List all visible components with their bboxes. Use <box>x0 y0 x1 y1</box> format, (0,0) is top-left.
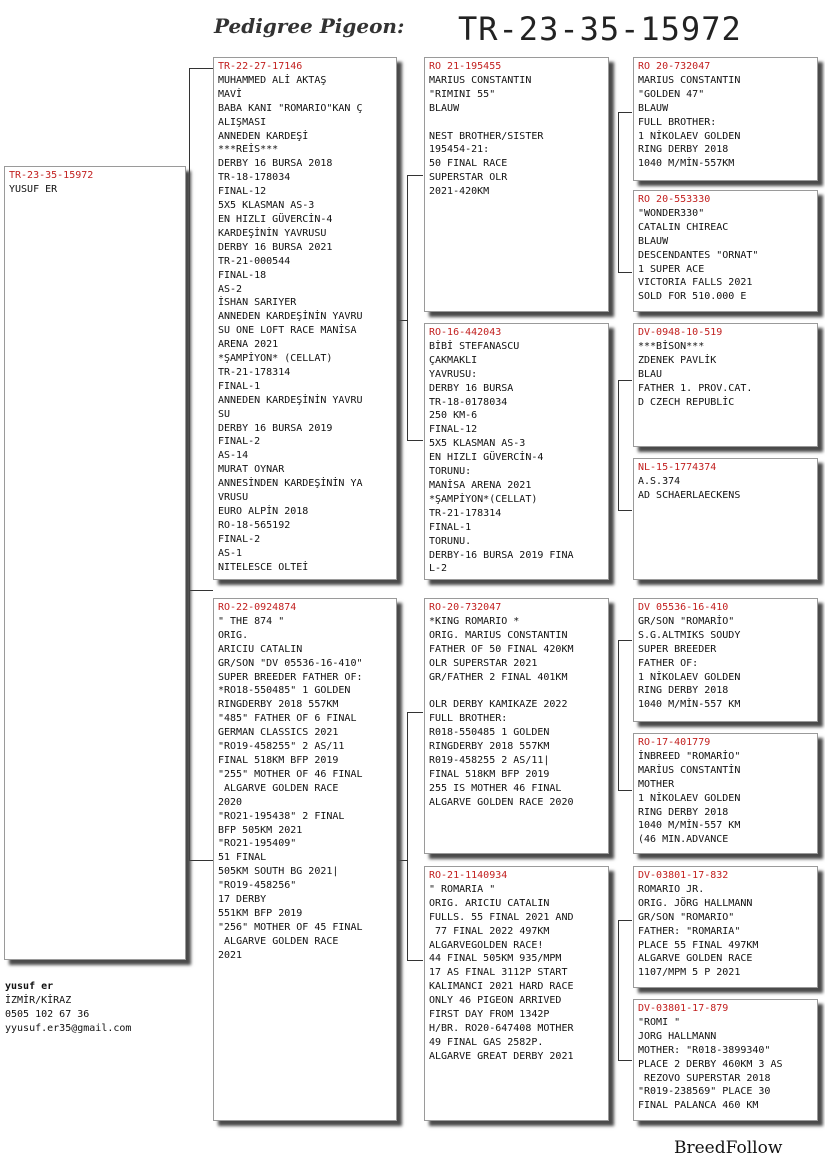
pedigree-title-label: Pedigree Pigeon: <box>214 14 405 38</box>
owner-name: yusuf er <box>5 981 54 992</box>
sire-dam-box[interactable] <box>424 323 609 580</box>
ring-number: RO-22-0924874 <box>218 602 297 613</box>
connector-line <box>189 590 213 591</box>
ring-number: DV 05536-16-410 <box>638 602 729 613</box>
connector-line <box>407 712 423 713</box>
connector-line <box>398 860 407 861</box>
owner-phone: 0505 102 67 36 <box>5 1008 90 1020</box>
connector-line <box>407 175 423 176</box>
dam-dam-sire-box[interactable] <box>633 866 818 988</box>
dam-dam-dam-box[interactable] <box>633 999 818 1121</box>
connector-line <box>618 920 619 1060</box>
ring-number: RO 20-732047 <box>638 61 711 72</box>
ring-number: RO-20-732047 <box>429 602 502 613</box>
ring-number: NL-15-1774374 <box>638 462 717 473</box>
connector-line <box>618 112 632 113</box>
pigeon-details: ROMARIO JR. ORIG. JÖRG HALLMANN GR/SON "ROMARIO" FATHER: "ROMARIA" PLACE 55 FINAL 497KM ALGARVE GOLDEN RACE 1107/MPM 5 P 2021 <box>638 883 759 979</box>
pigeon-details: İNBREED "ROMARİO" MARİUS CONSTANTİN MOTHER 1 NİKOLAEV GOLDEN RING DERBY 2018 1040 M/MİN-557 KM (46 MIN.ADVANCE <box>638 750 741 846</box>
connector-line <box>189 68 213 69</box>
sire-dam-dam-box[interactable] <box>633 458 818 580</box>
connector-line <box>618 380 619 510</box>
connector-line <box>407 175 408 440</box>
sire-dam-sire-box[interactable] <box>633 323 818 447</box>
connector-line <box>618 510 632 511</box>
connector-line <box>618 1060 632 1061</box>
dam-sire-box[interactable] <box>424 598 609 854</box>
dam-box[interactable] <box>213 598 397 1121</box>
pigeon-details: " THE 874 " ORIG. ARICIU CATALIN GR/SON "DV 05536-16-410" SUPER BREEDER FATHER OF: *RO18-550485" 1 GOLDEN RINGDERBY 2018 557KM "485" FATHER OF 6 FINAL GERMAN CLASSICS 2021 "RO19-458255" 2 AS/11 FINAL 518KM BFP 2019 "255" MOTHER OF 46 FINAL ALGARVE GOLDEN RACE 2020 "RO21-195438" 2 FINAL BFP 505KM 2021 "RO21-195409" 51 FINAL 505KM SOUTH BG 2021| "RO19-458256" 17 DERBY 551KM BFP 2019 "256" MOTHER OF 45 FINAL ALGARVE GOLDEN RACE 2021 <box>218 615 363 961</box>
pigeon-details: BİBİ STEFANASCU ÇAKMAKLI YAVRUSU: DERBY 16 BURSA TR-18-0178034 250 KM-6 FINAL-12 5X5 KLASMAN AS-3 EN HIZLI GÜVERCİN-4 TORUNU: MANİSA ARENA 2021 *ŞAMPİYON*(CELLAT) TR-21-178314 FINAL-1 TORUNU. DERBY-16 BURSA 2019 FINA L-2 <box>429 340 574 575</box>
pigeon-details: "WONDER330" CATALIN CHIREAC BLAUW DESCENDANTES "ORNAT" 1 SUPER ACE VICTORIA FALLS 2021 SOLD FOR 510.000 E <box>638 207 759 303</box>
ring-number: RO-21-1140934 <box>429 870 508 881</box>
owner-email[interactable]: yyusuf.er35@gmail.com <box>5 1022 132 1034</box>
connector-line <box>618 920 632 921</box>
sire-box[interactable] <box>213 57 397 580</box>
connector-line <box>189 68 190 591</box>
pigeon-details: ***BİSON*** ZDENEK PAVLİK BLAU FATHER 1. PROV.CAT. D CZECH REPUBLİC <box>638 340 753 408</box>
dam-sire-sire-box[interactable] <box>633 598 818 722</box>
ring-number: TR-22-27-17146 <box>218 61 303 72</box>
sire-sire-box[interactable] <box>424 57 609 312</box>
connector-line <box>618 380 632 381</box>
sire-sire-sire-box[interactable] <box>633 57 818 181</box>
connector-line <box>189 591 190 861</box>
owner-city: İZMİR/KİRAZ <box>5 994 72 1006</box>
pigeon-details: YUSUF ER <box>9 183 58 195</box>
brand-footer: BreedFollow <box>674 1138 783 1158</box>
dam-sire-dam-box[interactable] <box>633 733 818 854</box>
pigeon-details: GR/SON "ROMARİO" S.G.ALTMIKS SOUDY SUPER BREEDER FATHER OF: 1 NİKOLAEV GOLDEN RING DERBY 2018 1040 M/MİN-557 KM <box>638 615 741 711</box>
ring-number: RO-17-401779 <box>638 737 711 748</box>
ring-number: DV-03801-17-879 <box>638 1003 729 1014</box>
ring-number: DV-03801-17-832 <box>638 870 729 881</box>
pigeon-details: MARIUS CONSTANTIN "RIMINI 55" BLAUW NEST BROTHER/SISTER 195454-21: 50 FINAL RACE SUPERSTAR OLR 2021-420KM <box>429 74 544 198</box>
ring-number: RO-16-442043 <box>429 327 502 338</box>
pigeon-details: *KING ROMARIO * ORIG. MARIUS CONSTANTIN FATHER OF 50 FINAL 420KM OLR SUPERSTAR 2021 GR/FATHER 2 FINAL 401KM OLR DERBY KAMIKAZE 2022 FULL BROTHER: R018-550485 1 GOLDEN RINGDERBY 2018 557KM R019-458255 2 AS/11| FINAL 518KM BFP 2019 255 IS MOTHER 46 FINAL ALGARVE GOLDEN RACE 2020 <box>429 615 574 808</box>
connector-line <box>398 320 407 321</box>
subject-box[interactable] <box>4 166 186 960</box>
connector-line <box>407 960 423 961</box>
pigeon-details: "ROMI " JORG HALLMANN MOTHER: "R018-3899340" PLACE 2 DERBY 460KM 3 AS REZOVO SUPERSTAR 2018 "R019-238569" PLACE 30 FINAL PALANCA 460 KM <box>638 1016 783 1112</box>
sire-sire-dam-box[interactable] <box>633 190 818 312</box>
connector-line <box>618 112 619 272</box>
ring-number: RO 21-195455 <box>429 61 502 72</box>
connector-line <box>407 440 423 441</box>
connector-line <box>618 272 632 273</box>
connector-line <box>618 790 632 791</box>
connector-line <box>618 640 619 790</box>
pigeon-details: MUHAMMED ALİ AKTAŞ MAVİ BABA KANI "ROMARIO"KAN Ç ALIŞMASI ANNEDEN KARDEŞİ ***REİS*** DERBY 16 BURSA 2018 TR-18-178034 FINAL-12 5X5 KLASMAN AS-3 EN HIZLI GÜVERCİN-4 KARDEŞİNİN YAVRUSU DERBY 16 BURSA 2021 TR-21-000544 FINAL-18 AS-2 İSHAN SARIYER ANNEDEN KARDEŞİNİN YAVRU SU ONE LOFT RACE MANİSA ARENA 2021 *ŞAMPİYON* (CELLAT) TR-21-178314 FINAL-1 ANNEDEN KARDEŞİNİN YAVRU SU DERBY 16 BURSA 2019 FINAL-2 AS-14 MURAT OYNAR ANNESİNDEN KARDEŞİNİN YA VRUSU EURO ALPİN 2018 RO-18-565192 FINAL-2 AS-1 NITELESCE OLTEİ <box>218 74 363 573</box>
connector-line <box>407 712 408 960</box>
ring-number: RO 20-553330 <box>638 194 711 205</box>
pedigree-ring-number: TR-23-35-15972 <box>458 10 742 48</box>
owner-info <box>5 980 131 1036</box>
connector-line <box>618 640 632 641</box>
pigeon-details: A.S.374 AD SCHAERLAECKENS <box>638 475 741 501</box>
pigeon-details: " ROMARIA " ORIG. ARICIU CATALIN FULLS. 55 FINAL 2021 AND 77 FINAL 2022 497KM ALGARVEGOLDEN RACE! 44 FINAL 505KM 935/MPM 17 AS FINAL 3112P START KALIMANCI 2021 HARD RACE ONLY 46 PIGEON ARRIVED FIRST DAY FROM 1342P H/BR. RO20-647408 MOTHER 49 FINAL GAS 2582P. ALGARVE GREAT DERBY 2021 <box>429 883 574 1062</box>
dam-dam-box[interactable] <box>424 866 609 1121</box>
ring-number: DV-0948-10-519 <box>638 327 723 338</box>
pigeon-details: MARIUS CONSTANTIN "GOLDEN 47" BLAUW FULL BROTHER: 1 NİKOLAEV GOLDEN RING DERBY 2018 1040 M/MİN-557KM <box>638 74 741 170</box>
ring-number: TR-23-35-15972 <box>9 170 94 181</box>
connector-line <box>189 860 213 861</box>
